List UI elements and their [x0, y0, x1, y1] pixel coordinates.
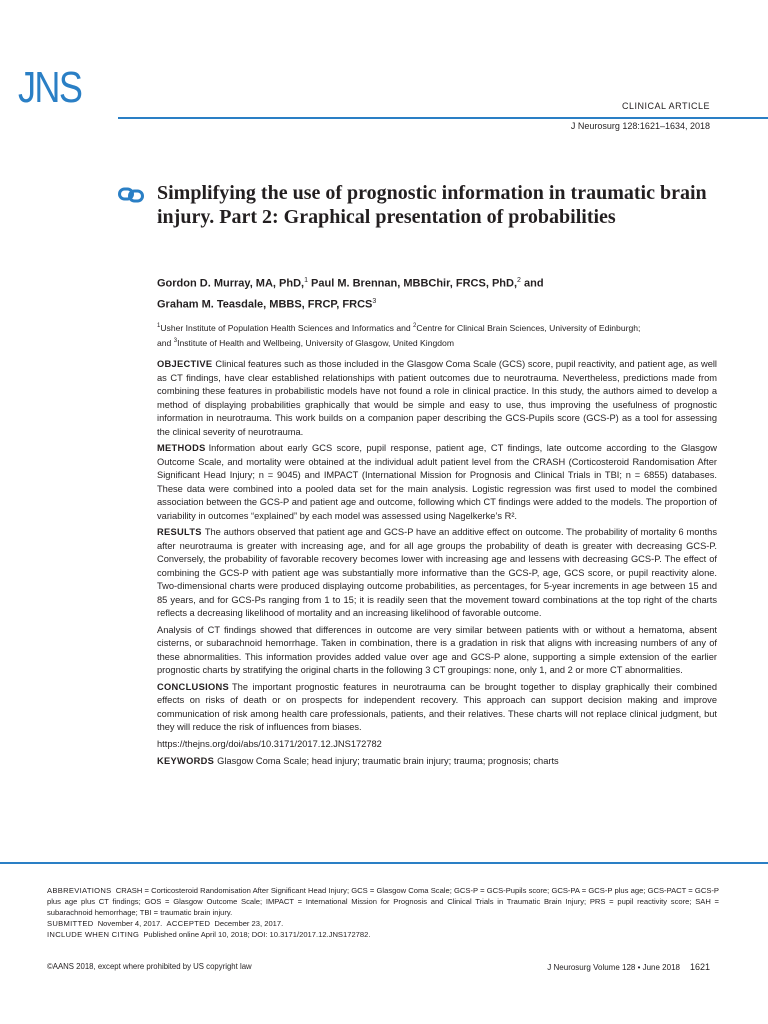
affiliations	[157, 320, 717, 350]
methods-label: METHODS	[157, 443, 206, 453]
abstract-results-2: Analysis of CT findings showed that differences in outcome are very similar between patients with or without a hematoma, absent cisterns, or subarachnoid hemorrhage. Taken in combination, there is a gradation in risk that aligns with increasing numbers of any of these abnormalities. This information provides added value over age and GCS-P alone, supporting a simple extension of the earlier prognostic charts by stratifying the original charts in the following 3 CT groupings: none, only 1, and 2 or more CT abnormalities.	[157, 624, 717, 675]
abbreviations	[47, 885, 719, 918]
keywords-label: KEYWORDS	[157, 756, 215, 766]
abbrev-text: CRASH = Corticosteroid Randomisation After Significant Head Injury; GCS = Glasgow Coma Scale; GCS-P = GCS-Pupils score; GCS-PA = GCS-P plus age; GCS-PACT = GCS-P plus age plus CT findings; GOS = Glasgow Outcome Scale; IMPACT = International Mission for Prognosis and Clinical Trials in Traumatic Brain Injury; PRS = pupil reactivity score; SAH = subarachnoid hemorrhage; TBI = traumatic brain injury.	[47, 886, 719, 917]
author-2: Paul M. Brennan, MBBChir, FRCS, PhD,	[307, 277, 518, 290]
author-1: Gordon D. Murray, MA, PhD,	[157, 277, 305, 290]
article-type: CLINICAL ARTICLE	[621, 101, 710, 111]
affil-sup-1: 1	[157, 323, 161, 329]
affil-text-4: Institute of Health and Wellbeing, University of Glasgow, United Kingdom	[177, 337, 454, 348]
author-list	[157, 272, 717, 313]
journal-footer	[547, 962, 710, 972]
abstract-objective	[157, 358, 717, 439]
results-label: RESULTS	[157, 527, 202, 537]
abstract-methods	[157, 442, 717, 523]
submitted-label: SUBMITTED	[47, 919, 94, 928]
author-2-sup: 2	[517, 277, 521, 284]
affil-sup-2: 2	[413, 323, 417, 329]
abstract	[157, 358, 717, 772]
affil-sup-3: 3	[173, 337, 178, 344]
page-number: 1621	[689, 962, 710, 972]
include-when-citing	[47, 929, 719, 940]
header-rule	[118, 117, 768, 119]
author-3: Graham M. Teasdale, MBBS, FRCP, FRCS	[157, 298, 373, 311]
journal-volume: J Neurosurg Volume 128 • June 2018	[547, 963, 680, 972]
abstract-results	[157, 526, 717, 621]
link-icon[interactable]	[118, 185, 144, 205]
objective-text: Clinical features such as those included in the Glasgow Coma Scale (GCS) score, pupil reactivity, and patient age, as well as CT findings, have clear established relationships with patient outcomes due to neurotrauma. Nevertheless, predictions made from combining these features in probabilistic models have not found a role in clinical practice. In this study, the authors aimed to develop a method of displaying probabilities graphically that would be simple and easy to use, thus improving the usefulness of prognostic information in neurotrauma. This work builds on a companion paper describing the GCS-Pupils score (GCS-P) as a tool for assessing the clinical severity of neurotrauma.	[157, 359, 717, 437]
conclusions-text: The important prognostic features in neurotrauma can be brought together to display graphically their combined effects on risks of death or on prospects for independent recovery. This approach can support decision making and improve communication of risk among health care professionals, patients, and their relatives. These charts will not replace clinical judgment, but they will reduce the risk of influences from biases.	[157, 681, 717, 732]
include-text: Published online April 10, 2018; DOI: 10.3171/2017.12.JNS172782.	[143, 930, 371, 939]
affil-text-1: Usher Institute of Population Health Sciences and Informatics and	[160, 322, 414, 333]
accepted-label: ACCEPTED	[166, 919, 211, 928]
include-label: INCLUDE WHEN CITING	[47, 930, 140, 939]
results-text: The authors observed that patient age and GCS-P have an additive effect on outcome. The probability of mortality 6 months after neurotrauma is greater with increasing age, and for all age groups the probability of death is greater with decreasing GCS-P. Conversely, the probability of favorable recovery becomes lower with increasing age and lessens with decreasing GCS-P. The effect of combining the GCS-P with patient age was substantially more informative than the GCS-P, age, GCS score, or pupil reactivity alone. Two-dimensional charts were produced displaying outcome probabilities, as percentages, for 5-year increments in age between 15 and 85 years, and for GCS-Ps ranging from 1 to 15; it is readily seen that the movement toward combinations at the top right of the charts reflects a decreasing likelihood of mortality and an increasing likelihood of favorable outcome.	[157, 527, 717, 618]
article-title: Simplifying the use of prognostic information in traumatic brain injury. Part 2: Graphical presentation of probabilities	[157, 182, 707, 228]
keywords	[157, 755, 717, 769]
accepted-date: December 23, 2017.	[214, 919, 284, 928]
footer-divider	[0, 862, 768, 864]
affil-text-3: and	[157, 337, 174, 348]
doi-link[interactable]: https://thejns.org/doi/abs/10.3171/2017.12.JNS172782	[157, 738, 382, 749]
journal-logo: JNS	[18, 63, 82, 112]
author-and: and	[520, 277, 544, 290]
keywords-text: Glasgow Coma Scale; head injury; traumatic brain injury; trauma; prognosis; charts	[217, 756, 559, 766]
submitted-date: November 4, 2017.	[97, 919, 163, 928]
affil-text-2: Centre for Clinical Brain Sciences, University of Edinburgh;	[416, 322, 641, 333]
objective-label: OBJECTIVE	[157, 359, 213, 369]
abbrev-label: ABBREVIATIONS	[47, 886, 112, 895]
author-1-sup: 1	[304, 277, 308, 284]
footnotes	[47, 885, 719, 940]
submission-dates	[47, 918, 719, 929]
abstract-conclusions	[157, 681, 717, 735]
conclusions-label: CONCLUSIONS	[157, 681, 229, 692]
methods-text: Information about early GCS score, pupil response, patient age, CT findings, late outcome according to the Glasgow Outcome Scale, and mortality were obtained at the individual adult patient level from the CRASH (Corticosteroid Randomisation After Significant Head Injury; n = 9045) and IMPACT (International Mission for Prognosis and Clinical Trials in TBI; n = 6855) databases. These data were combined into a pooled data set for the main analysis. Logistic regression was first used to model the combined association between the GCS-P and patient age and outcome, following which CT findings were added to the models. The proportion of variability in outcomes “explained” by each model was assessed using Nagelkerke’s R².	[157, 443, 717, 521]
citation: J Neurosurg 128:1621–1634, 2018	[570, 121, 710, 131]
copyright: ©AANS 2018, except where prohibited by US copyright law	[47, 962, 252, 971]
author-3-sup: 3	[372, 297, 377, 305]
